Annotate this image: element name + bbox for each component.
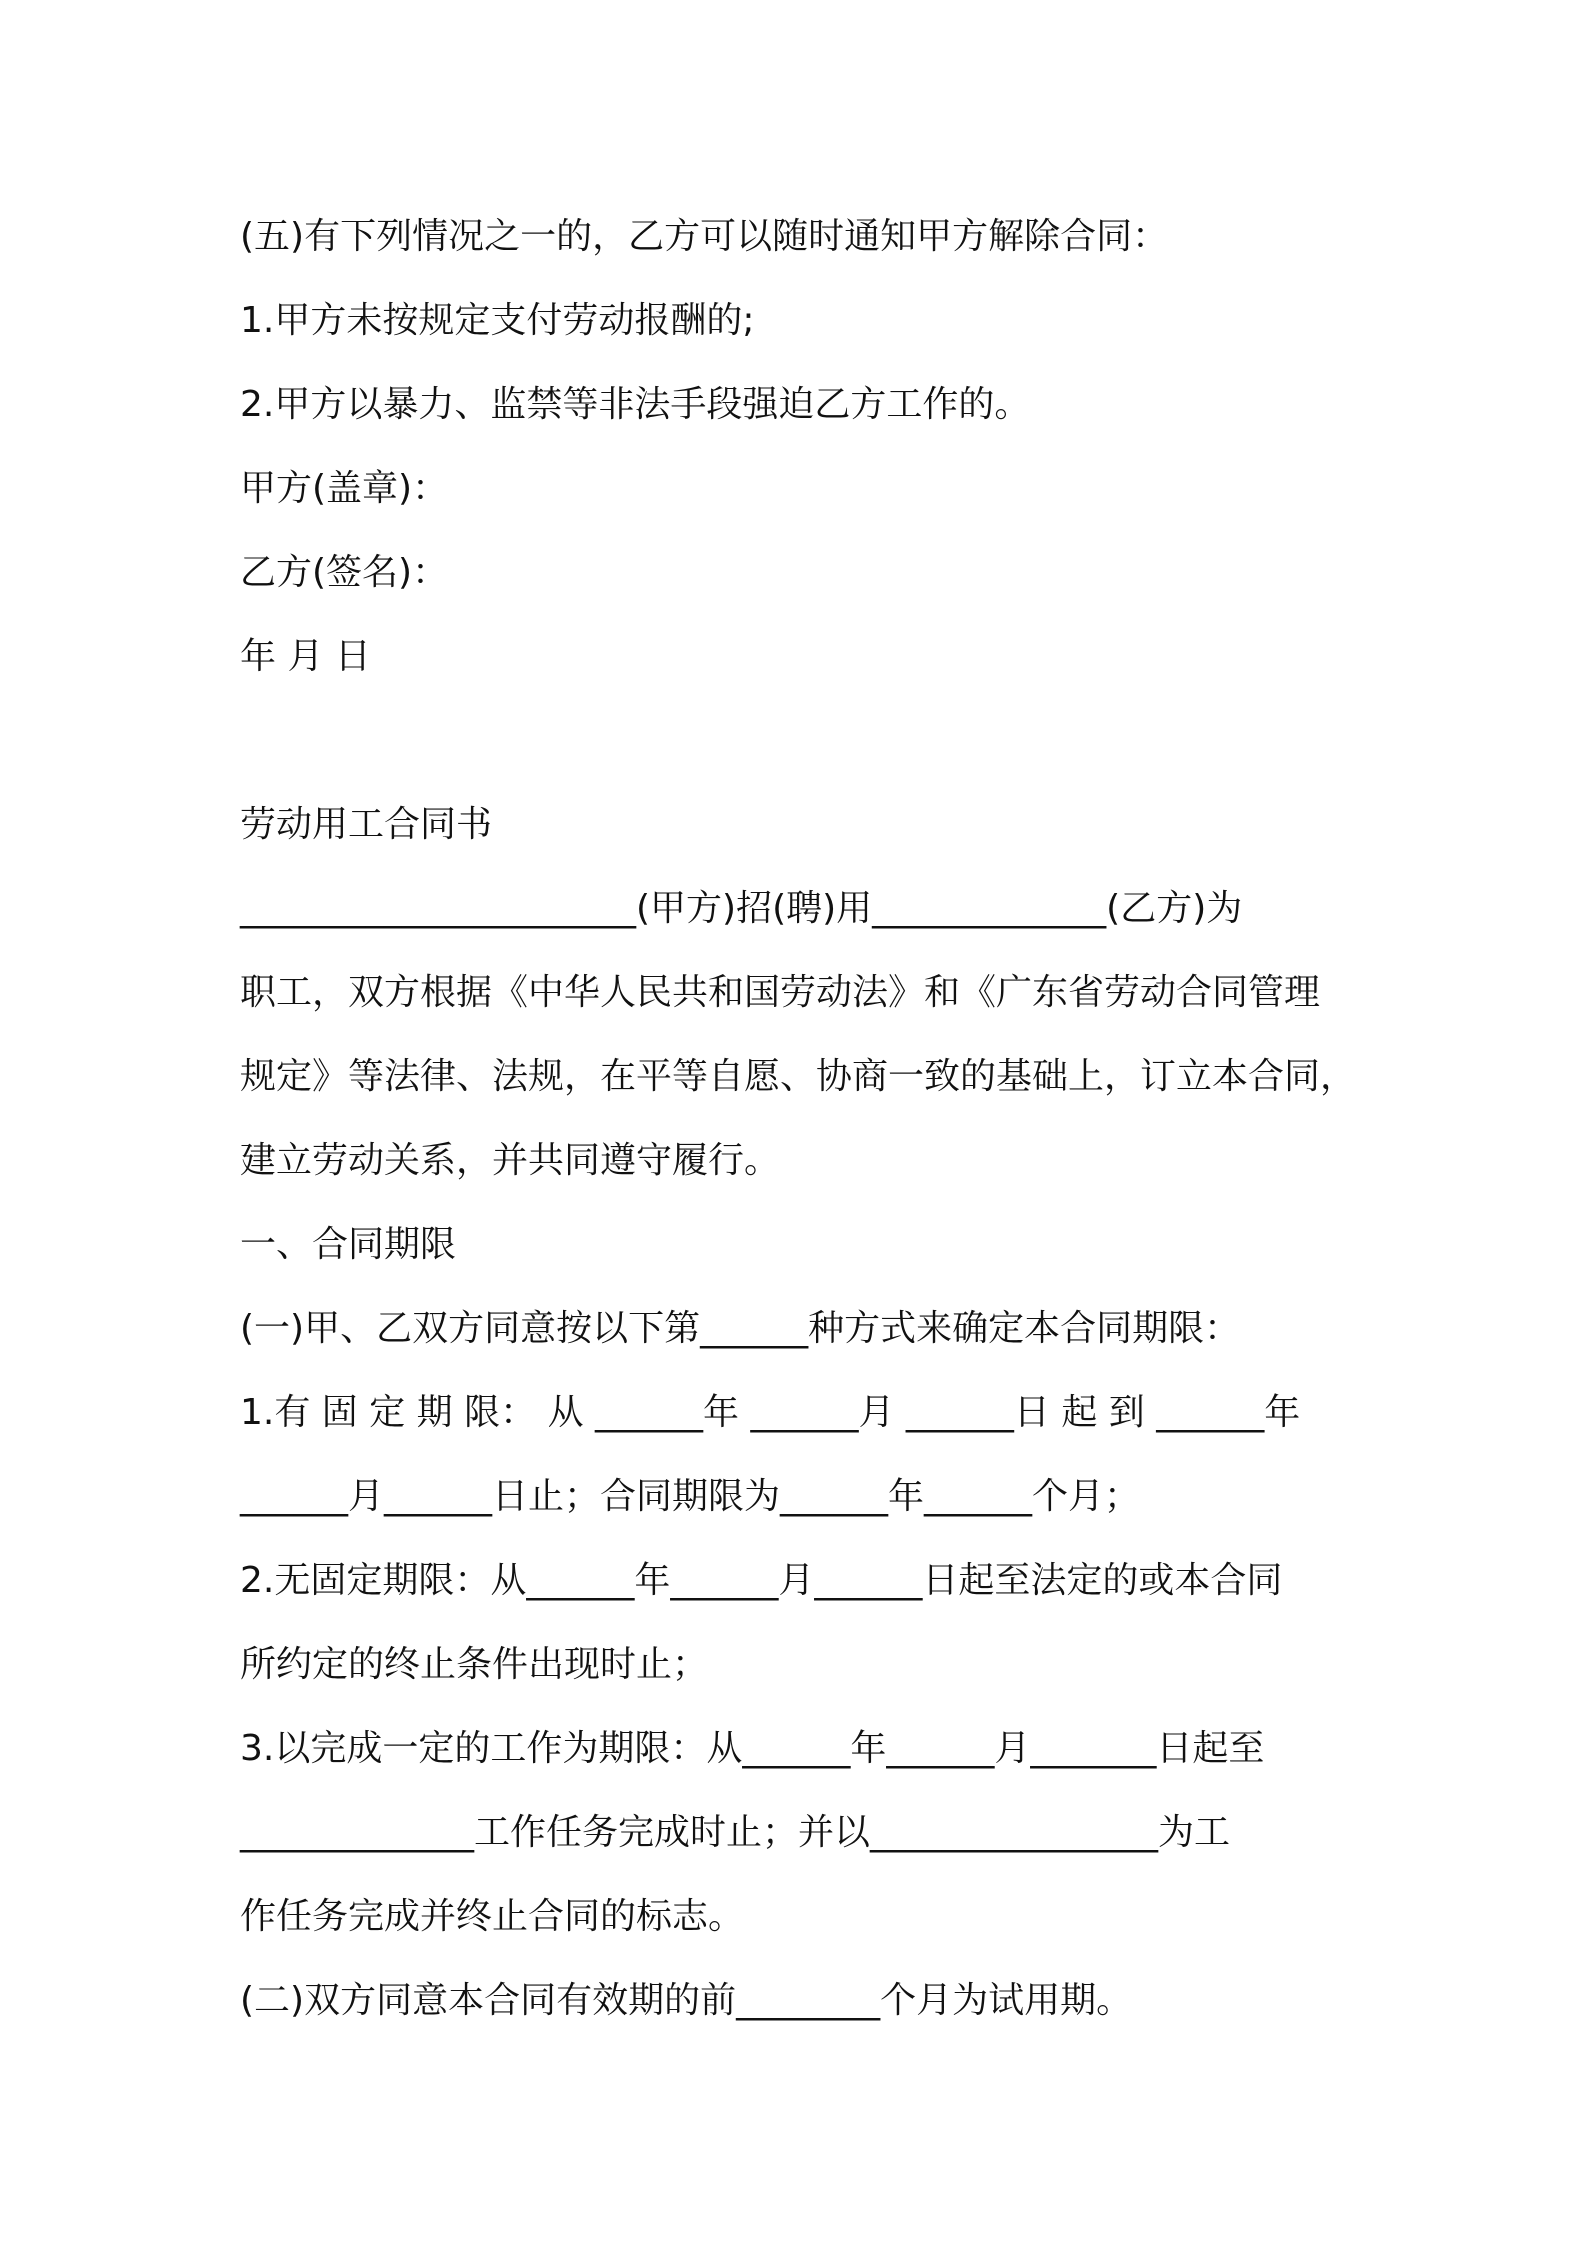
section-1-heading: 一、合同期限 <box>240 1224 457 1265</box>
preamble-line-4: 建立劳动关系，并共同遵守履行。 <box>240 1140 781 1181</box>
task-term-line-1: 3.以完成一定的工作为期限：从______年______月_______日起至 <box>240 1728 1265 1769</box>
task-term-line-2: _____________工作任务完成时止；并以________________为工 <box>240 1812 1231 1853</box>
term-clause-1: (一)甲、乙双方同意按以下第______种方式来确定本合同期限： <box>240 1308 1241 1349</box>
clause-5-item-1: 1.甲方未按规定支付劳动报酬的; <box>240 300 755 341</box>
open-term-line-2: 所约定的终止条件出现时止； <box>240 1644 709 1685</box>
fixed-term-line-2: ______月______日止；合同期限为______年______个月； <box>240 1476 1141 1517</box>
open-term-line-1: 2.无固定期限：从______年______月______日起至法定的或本合同 <box>240 1560 1283 1601</box>
probation-clause: (二)双方同意本合同有效期的前________个月为试用期。 <box>240 1980 1133 2021</box>
preamble-line-3: 规定》等法律、法规，在平等自愿、协商一致的基础上，订立本合同， <box>240 1056 1357 1097</box>
party-b-signature-label: 乙方(签名)： <box>240 552 449 593</box>
task-term-line-3: 作任务完成并终止合同的标志。 <box>240 1896 745 1937</box>
section-gap <box>240 699 1360 783</box>
date-line: 年 月 日 <box>240 636 371 677</box>
clause-5-heading: (五)有下列情况之一的，乙方可以随时通知甲方解除合同： <box>240 216 1169 257</box>
document-page <box>240 195 1360 2043</box>
preamble-line-1: ______________________(甲方)招(聘)用_____________(乙方)为 <box>240 888 1243 929</box>
fixed-term-line-1: 1.有 固 定 期 限： 从 ______年 ______月 ______日 起 到 ______年 <box>240 1392 1301 1433</box>
clause-5-item-2: 2.甲方以暴力、监禁等非法手段强迫乙方工作的。 <box>240 384 1031 425</box>
preamble-line-2: 职工，双方根据《中华人民共和国劳动法》和《广东省劳动合同管理 <box>240 972 1321 1013</box>
contract-title: 劳动用工合同书 <box>240 804 493 845</box>
party-a-seal-label: 甲方(盖章)： <box>240 468 449 509</box>
